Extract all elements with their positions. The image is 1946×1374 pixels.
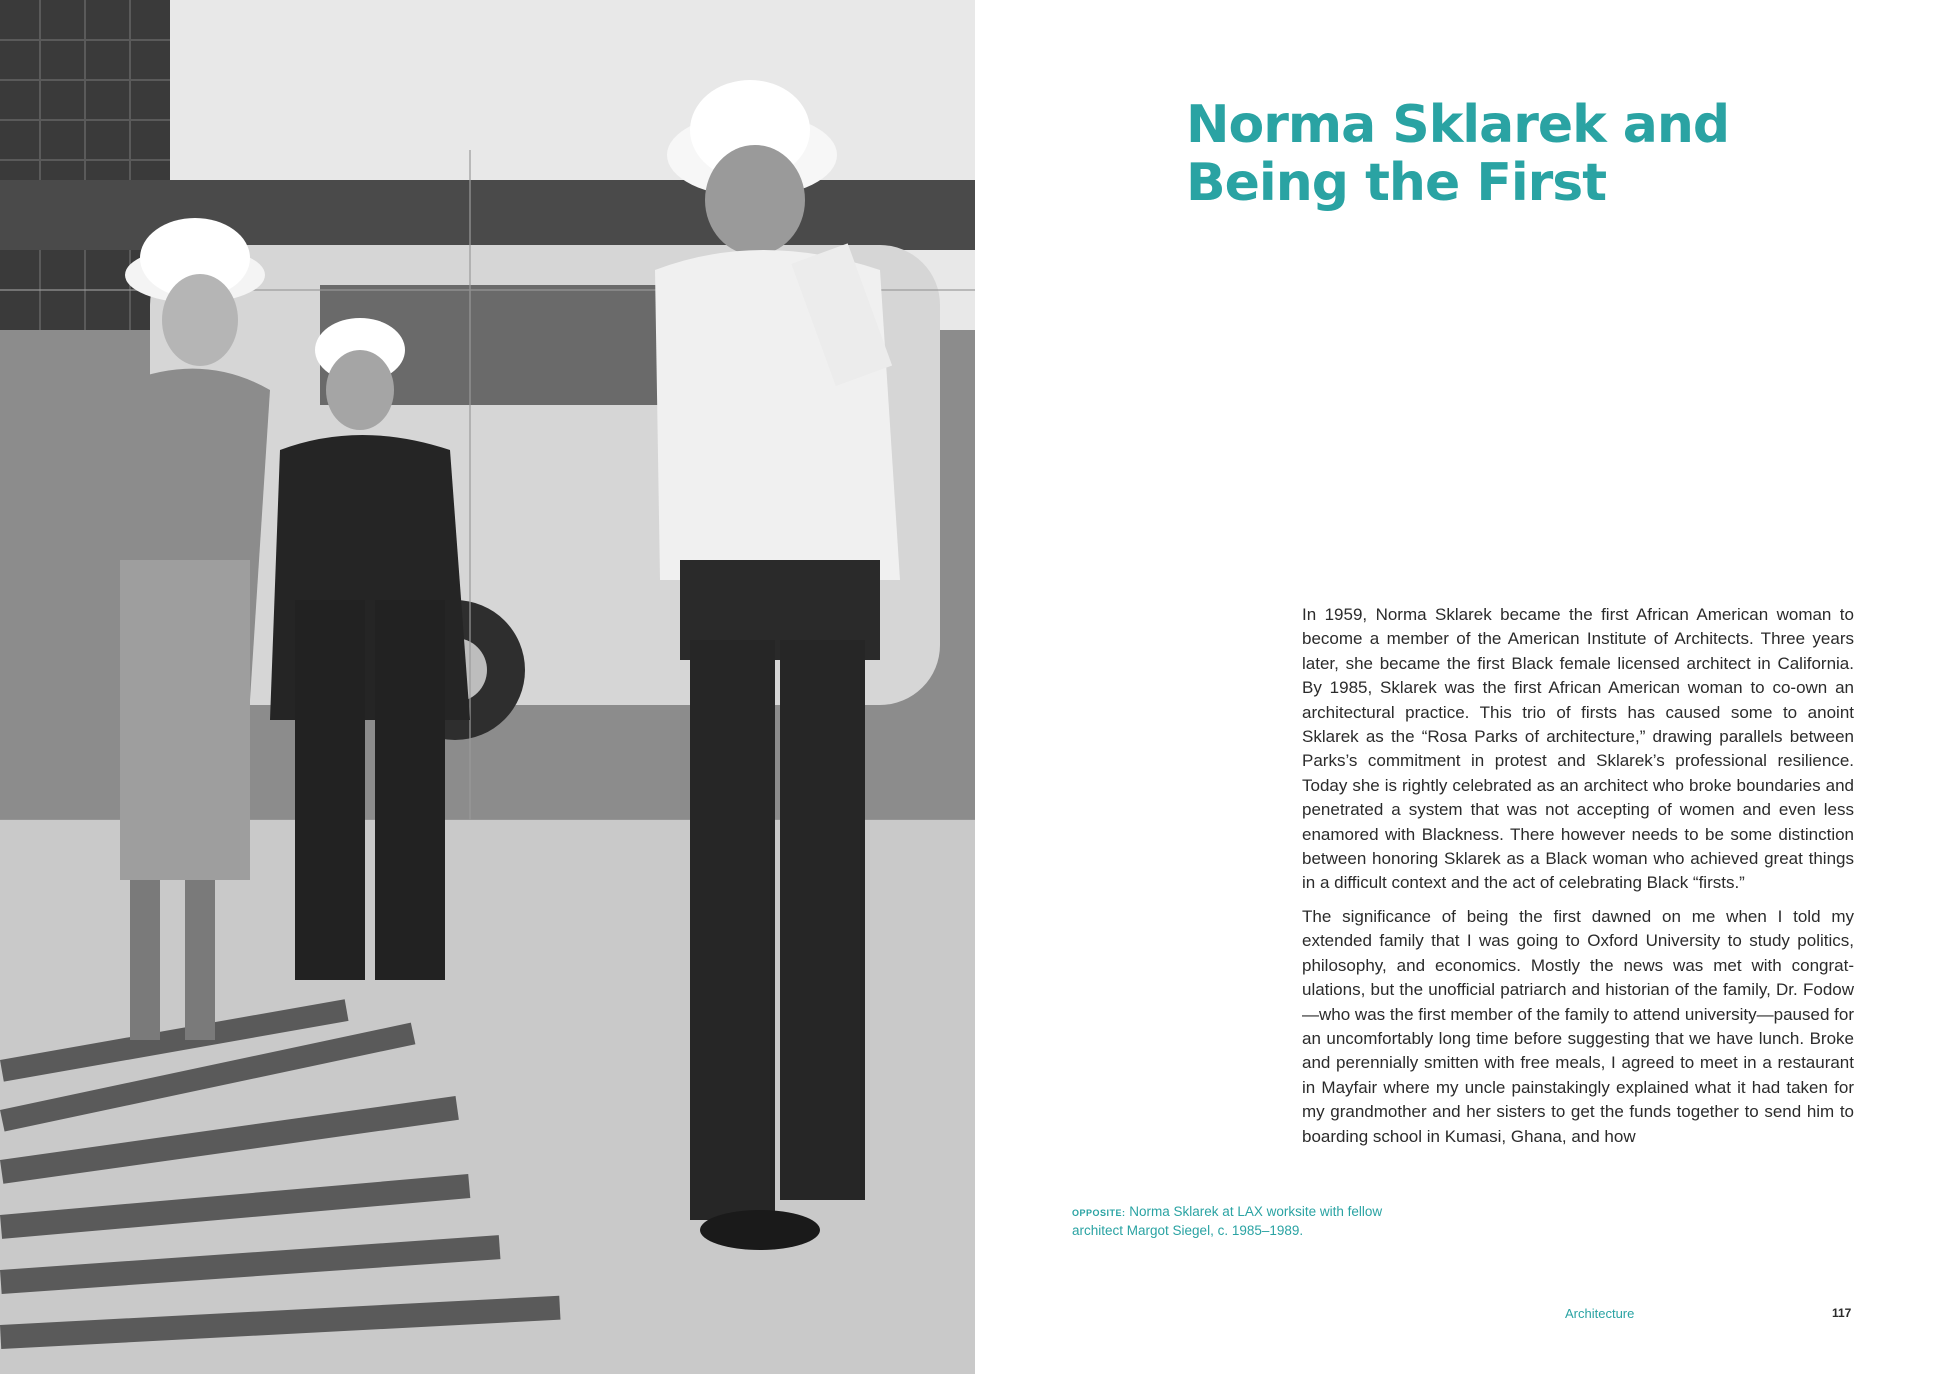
page-number: 117 [1832, 1306, 1852, 1320]
caption-text: Norma Sklarek at LAX worksite with fellow architect Margot Siegel, c. 1985–1989. [1072, 1204, 1383, 1238]
body-paragraph: In 1959, Norma Sklarek became the first African American woman to become a member of the American Institute of Architects. Three years later, she became the first Black female licensed architect in California. By 1985, Sklarek was the first African American woman to co-own an architectural practice. This trio of firsts has caused some to anoint Sklarek as the “Rosa Parks of architecture,” drawing parallels between Parks’s commitment in protest and Sklarek’s professional resilience. Today she is rightly celebrated as an architect who broke boundaries and penetrated a system that was not accepting of women and even less enamored with Blackness. There however needs to be some distinction between honoring Sklarek as a Black woman who achieved great things in a difficult context and the act of celebrating Black “firsts.” [1302, 605, 1854, 893]
caption-label: OPPOSITE: [1072, 1208, 1126, 1218]
page-title: Norma Sklarek and Being the First [1186, 95, 1730, 213]
body-text [1302, 603, 1854, 1158]
running-footer-section: Architecture [1565, 1306, 1635, 1321]
photo-caption [1072, 1203, 1392, 1240]
body-paragraph: The significance of being the first dawned on me when I told my extended family that I was going to Oxford University to study politics, philosophy, and economics. Mostly the news was met with congratulations, but the unofficial patriarch and historian of the family, Dr. Fodow—who was the first member of the family to attend university—paused for an uncomfortably long time before suggesting that we have lunch. Broke and perennially smitten with free meals, I agreed to meet in a restaurant in Mayfair where my uncle painstakingly explained what it had taken for my grandmother and her sisters to get the funds together to send him to boarding school in Kumasi, Ghana, and how [1302, 906, 1854, 1146]
